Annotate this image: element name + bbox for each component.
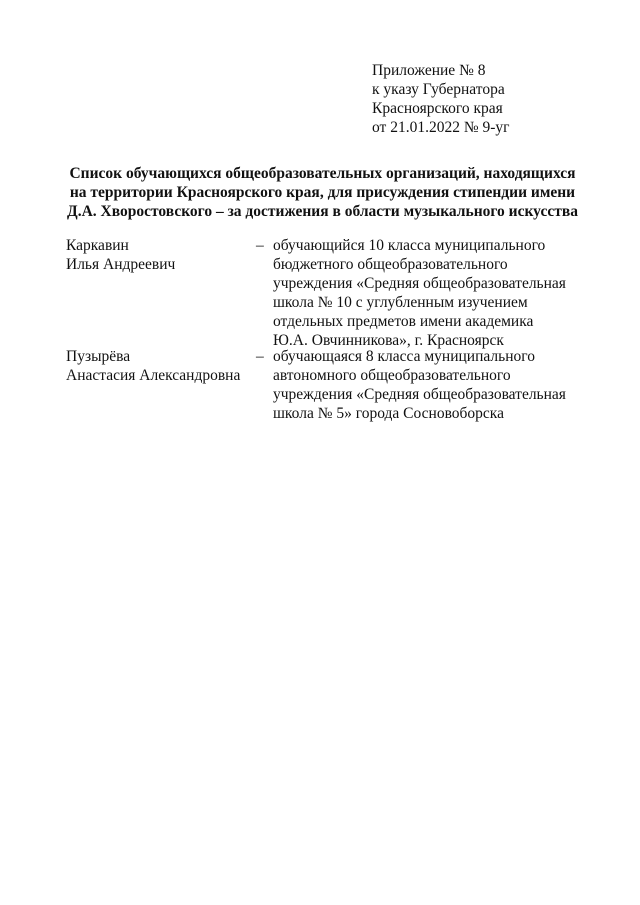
- student-description: [273, 347, 593, 423]
- appendix-line: к указу Губернатора: [372, 81, 505, 98]
- document-title: [60, 164, 585, 221]
- description-line: обучающийся 10 класса муниципального: [273, 237, 546, 254]
- description-line: автономного общеобразовательного: [273, 367, 511, 384]
- description-line: бюджетного общеобразовательного: [273, 256, 508, 273]
- title-line: Д.А. Хворостовского – за достижения в области музыкального искусства: [67, 203, 578, 220]
- title-line: Список обучающихся общеобразовательных организаций, находящихся: [69, 165, 576, 182]
- title-line: на территории Красноярского края, для присуждения стипендии имени: [69, 184, 576, 201]
- description-line: Ю.А. Овчинникова», г. Красноярск: [273, 332, 504, 349]
- student-name-line: Каркавин: [66, 237, 129, 254]
- description-line: отдельных предметов имени академика: [273, 313, 534, 330]
- student-name: [66, 347, 256, 385]
- student-name-line: Илья Андреевич: [66, 256, 176, 273]
- student-description: [273, 236, 593, 350]
- description-line: обучающаяся 8 класса муниципального: [273, 348, 535, 365]
- description-line: школа № 10 с углубленным изучением: [273, 294, 528, 311]
- appendix-header: [372, 61, 612, 137]
- entry-dash: –: [256, 348, 264, 365]
- description-line: школа № 5» города Сосновоборска: [273, 405, 504, 422]
- description-line: учреждения «Средняя общеобразовательная: [273, 275, 566, 292]
- entry-dash: –: [256, 237, 264, 254]
- appendix-line: от 21.01.2022 № 9-уг: [372, 119, 510, 136]
- student-name-line: Анастасия Александровна: [66, 367, 241, 384]
- student-name: [66, 236, 256, 274]
- appendix-line: Красноярского края: [372, 100, 503, 117]
- description-line: учреждения «Средняя общеобразовательная: [273, 386, 566, 403]
- student-name-line: Пузырёва: [66, 348, 131, 365]
- appendix-line: Приложение № 8: [372, 62, 486, 79]
